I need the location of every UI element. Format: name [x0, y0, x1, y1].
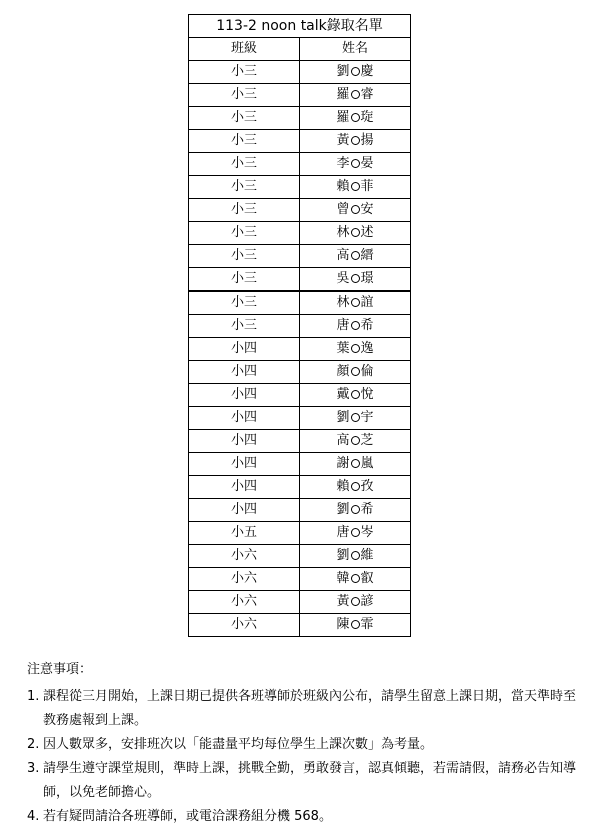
surname: 高 — [336, 248, 350, 263]
surname: 李 — [336, 156, 350, 171]
surname: 韓 — [336, 571, 350, 586]
given-name: 晏 — [360, 156, 374, 171]
table-row — [189, 361, 411, 384]
given-name: 誼 — [360, 295, 374, 310]
surname: 劉 — [336, 502, 350, 517]
masked-character-circle-icon — [351, 67, 360, 76]
notes-list — [27, 685, 587, 829]
student-name-cell — [300, 199, 411, 222]
surname: 劉 — [336, 64, 350, 79]
student-name-cell — [300, 453, 411, 476]
class-cell: 小四 — [189, 338, 300, 361]
masked-character-circle-icon — [351, 482, 360, 491]
table-row — [189, 153, 411, 176]
student-name-cell — [300, 361, 411, 384]
given-name: 揚 — [360, 133, 374, 148]
surname: 劉 — [336, 548, 350, 563]
masked-character-circle-icon — [351, 136, 360, 145]
student-name-cell — [300, 407, 411, 430]
table-row — [189, 222, 411, 245]
class-cell: 小三 — [189, 268, 300, 292]
table-row — [189, 430, 411, 453]
class-cell: 小六 — [189, 614, 300, 637]
note-number: 2. — [27, 737, 40, 752]
surname: 謝 — [336, 456, 350, 471]
table-row — [189, 291, 411, 315]
class-cell: 小四 — [189, 361, 300, 384]
table-row — [189, 568, 411, 591]
given-name: 倫 — [360, 364, 374, 379]
surname: 賴 — [336, 179, 350, 194]
given-name: 璟 — [360, 271, 374, 286]
surname: 林 — [336, 295, 350, 310]
table-row — [189, 268, 411, 292]
given-name: 安 — [360, 202, 374, 217]
given-name: 希 — [360, 502, 374, 517]
surname: 黃 — [336, 133, 350, 148]
surname: 顏 — [336, 364, 350, 379]
table-row — [189, 614, 411, 637]
class-cell: 小四 — [189, 407, 300, 430]
student-name-cell — [300, 245, 411, 268]
surname: 戴 — [336, 387, 350, 402]
class-cell: 小三 — [189, 130, 300, 153]
class-cell: 小三 — [189, 61, 300, 84]
given-name: 琁 — [360, 110, 374, 125]
student-name-cell — [300, 430, 411, 453]
note-number: 4. — [27, 809, 40, 824]
masked-character-circle-icon — [351, 528, 360, 537]
note-text: 課程從三月開始，上課日期已提供各班導師於班級內公布，請學生留意上課日期，當天準時至教務處報到上課。 — [43, 689, 577, 728]
student-name-cell — [300, 568, 411, 591]
surname: 吳 — [336, 271, 350, 286]
class-cell: 小三 — [189, 176, 300, 199]
masked-character-circle-icon — [351, 159, 360, 168]
surname: 曾 — [336, 202, 350, 217]
class-cell: 小三 — [189, 84, 300, 107]
student-name-cell — [300, 84, 411, 107]
surname: 賴 — [336, 479, 350, 494]
masked-character-circle-icon — [351, 90, 360, 99]
surname: 劉 — [336, 410, 350, 425]
student-name-cell — [300, 222, 411, 245]
table-row — [189, 453, 411, 476]
table-title: 113-2 noon talk錄取名單 — [189, 15, 411, 38]
masked-character-circle-icon — [351, 274, 360, 283]
table-row — [189, 499, 411, 522]
notes-title: 注意事項： — [27, 662, 93, 677]
class-cell: 小三 — [189, 222, 300, 245]
class-cell: 小四 — [189, 453, 300, 476]
masked-character-circle-icon — [351, 620, 360, 629]
given-name: 維 — [360, 548, 374, 563]
masked-character-circle-icon — [351, 574, 360, 583]
surname: 高 — [336, 433, 350, 448]
table-row — [189, 245, 411, 268]
student-name-cell — [300, 315, 411, 338]
class-cell: 小三 — [189, 153, 300, 176]
table-row — [189, 338, 411, 361]
class-cell: 小三 — [189, 107, 300, 130]
class-cell: 小四 — [189, 476, 300, 499]
surname: 林 — [336, 225, 350, 240]
student-name-cell — [300, 614, 411, 637]
masked-character-circle-icon — [351, 205, 360, 214]
student-name-cell — [300, 476, 411, 499]
given-name: 宇 — [360, 410, 374, 425]
masked-character-circle-icon — [351, 298, 360, 307]
given-name: 霏 — [360, 617, 374, 632]
given-name: 岑 — [360, 525, 374, 540]
masked-character-circle-icon — [351, 344, 360, 353]
student-name-cell — [300, 338, 411, 361]
note-item — [27, 805, 587, 829]
table-row — [189, 176, 411, 199]
masked-character-circle-icon — [351, 597, 360, 606]
class-cell: 小六 — [189, 591, 300, 614]
roster-body — [189, 15, 411, 637]
note-text: 若有疑問請洽各班導師，或電洽課務組分機 568。 — [43, 809, 332, 824]
note-text: 請學生遵守課堂規則，準時上課，挑戰全勤，勇敢發言，認真傾聽，若需請假，請務必告知導師，以免老師擔心。 — [43, 761, 577, 800]
student-name-cell — [300, 591, 411, 614]
student-name-cell — [300, 153, 411, 176]
student-name-cell — [300, 130, 411, 153]
masked-character-circle-icon — [351, 551, 360, 560]
surname: 唐 — [336, 525, 350, 540]
student-name-cell — [300, 545, 411, 568]
student-name-cell — [300, 61, 411, 84]
surname: 陳 — [336, 617, 350, 632]
class-column-header: 班級 — [189, 38, 300, 61]
given-name: 睿 — [360, 87, 374, 102]
student-name-cell — [300, 291, 411, 315]
class-cell: 小六 — [189, 545, 300, 568]
given-name: 述 — [360, 225, 374, 240]
given-name: 嵐 — [360, 456, 374, 471]
given-name: 芝 — [360, 433, 374, 448]
note-item — [27, 757, 587, 805]
header-row — [189, 38, 411, 61]
surname: 葉 — [336, 341, 350, 356]
table-row — [189, 522, 411, 545]
masked-character-circle-icon — [351, 367, 360, 376]
masked-character-circle-icon — [351, 390, 360, 399]
student-name-cell — [300, 384, 411, 407]
given-name: 縉 — [360, 248, 374, 263]
table-row — [189, 107, 411, 130]
table-row — [189, 61, 411, 84]
given-name: 希 — [360, 318, 374, 333]
surname: 唐 — [336, 318, 350, 333]
surname: 羅 — [336, 110, 350, 125]
student-name-cell — [300, 268, 411, 292]
note-number: 1. — [27, 689, 40, 704]
class-cell: 小六 — [189, 568, 300, 591]
class-cell: 小三 — [189, 245, 300, 268]
table-row — [189, 407, 411, 430]
student-name-cell — [300, 176, 411, 199]
given-name: 菲 — [360, 179, 374, 194]
table-row — [189, 384, 411, 407]
class-cell: 小三 — [189, 315, 300, 338]
name-column-header: 姓名 — [300, 38, 411, 61]
class-cell: 小三 — [189, 291, 300, 315]
table-row — [189, 315, 411, 338]
table-row — [189, 130, 411, 153]
student-name-cell — [300, 499, 411, 522]
masked-character-circle-icon — [351, 321, 360, 330]
masked-character-circle-icon — [351, 505, 360, 514]
note-text: 因人數眾多，安排班次以「能盡量平均每位學生上課次數」為考量。 — [43, 737, 434, 752]
masked-character-circle-icon — [351, 182, 360, 191]
given-name: 悅 — [360, 387, 374, 402]
table-row — [189, 591, 411, 614]
class-cell: 小四 — [189, 384, 300, 407]
note-number: 3. — [27, 761, 40, 776]
given-name: 逸 — [360, 341, 374, 356]
given-name: 慶 — [360, 64, 374, 79]
note-item — [27, 733, 587, 757]
given-name: 叡 — [360, 571, 374, 586]
masked-character-circle-icon — [351, 459, 360, 468]
masked-character-circle-icon — [351, 113, 360, 122]
note-item — [27, 685, 587, 733]
table-row — [189, 545, 411, 568]
student-name-cell — [300, 107, 411, 130]
masked-character-circle-icon — [351, 413, 360, 422]
table-row — [189, 84, 411, 107]
table-row — [189, 476, 411, 499]
roster-table — [188, 14, 411, 637]
class-cell: 小三 — [189, 199, 300, 222]
surname: 羅 — [336, 87, 350, 102]
table-row — [189, 199, 411, 222]
masked-character-circle-icon — [351, 228, 360, 237]
notes-section — [27, 660, 587, 829]
masked-character-circle-icon — [351, 436, 360, 445]
class-cell: 小四 — [189, 499, 300, 522]
student-name-cell — [300, 522, 411, 545]
class-cell: 小五 — [189, 522, 300, 545]
surname: 黃 — [336, 594, 350, 609]
class-cell: 小四 — [189, 430, 300, 453]
masked-character-circle-icon — [351, 251, 360, 260]
title-row — [189, 15, 411, 38]
given-name: 諺 — [360, 594, 374, 609]
given-name: 孜 — [360, 479, 374, 494]
